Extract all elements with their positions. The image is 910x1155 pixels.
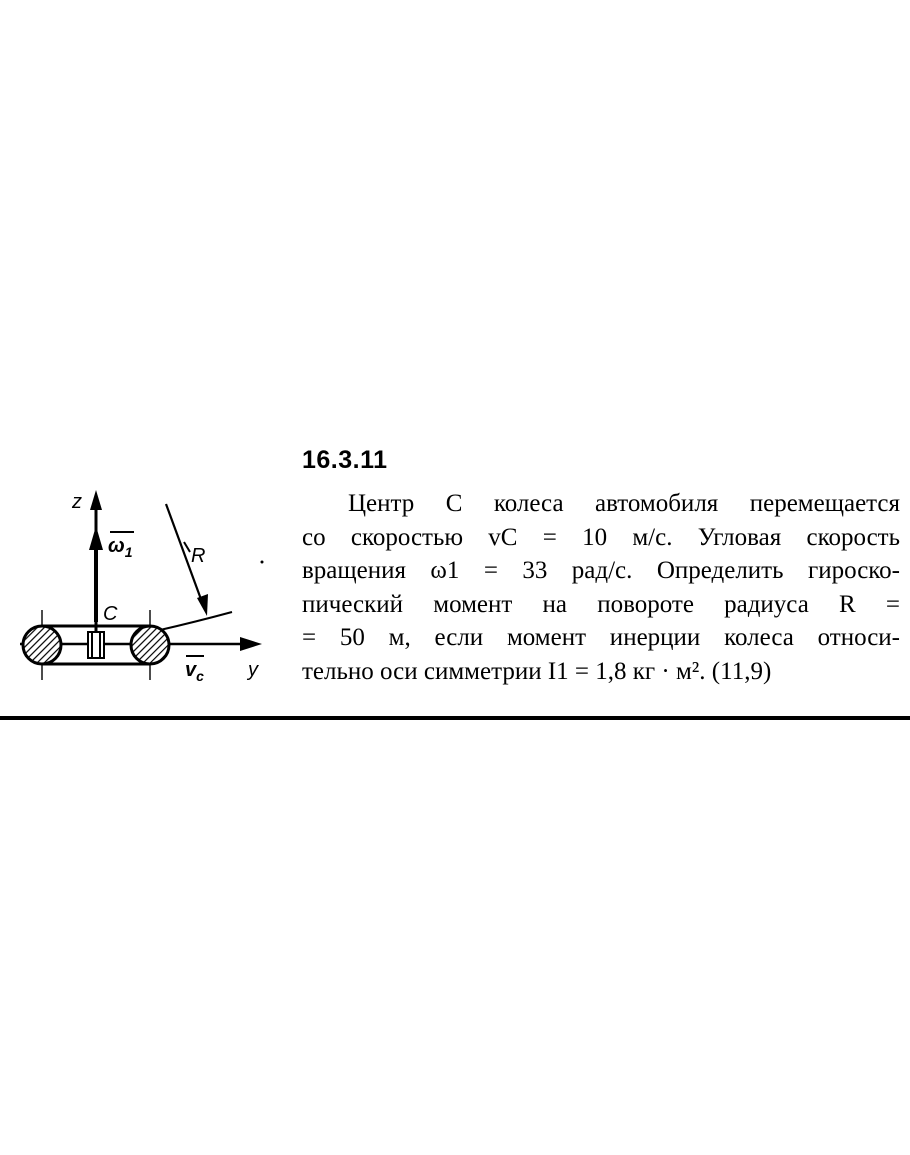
omega-arrowhead xyxy=(89,526,103,550)
z-axis-label: z xyxy=(72,491,82,513)
wheel-hub xyxy=(88,632,104,658)
radius-arrowhead xyxy=(197,594,208,616)
problem-line: вращения ω1 = 33 рад/с. Определить гироско- xyxy=(302,557,900,584)
problem-line: тельно оси симметрии I1 = 1,8 кг · м². (11,9) xyxy=(302,657,772,685)
z-axis-arrowhead xyxy=(90,490,102,510)
omega-symbol: ω xyxy=(108,535,125,557)
right-tire xyxy=(131,626,169,664)
radius-label: R xyxy=(191,545,206,567)
y-axis-arrowhead xyxy=(240,637,262,651)
problem-line: = 50 м, если момент инерции колеса относи- xyxy=(302,624,900,651)
omega-label xyxy=(108,535,133,560)
problem-text xyxy=(302,487,900,688)
y-axis-label: y xyxy=(248,659,258,681)
stray-dot xyxy=(261,561,264,564)
radius-label-tick xyxy=(184,542,190,552)
omega-subscript: 1 xyxy=(124,544,133,560)
problem-figure xyxy=(0,480,300,695)
problem-line: Центр C колеса автомобиля перемещается xyxy=(348,490,900,517)
center-label: C xyxy=(103,603,118,625)
problem-number: 16.3.11 xyxy=(302,446,388,474)
section-divider xyxy=(0,716,910,720)
left-tire xyxy=(23,626,61,664)
problem-line: пический момент на повороте радиуса R = xyxy=(302,590,900,618)
velocity-subscript: c xyxy=(196,668,204,684)
velocity-label xyxy=(185,659,204,684)
turn-path xyxy=(160,612,232,630)
velocity-symbol: v xyxy=(185,659,197,681)
problem-line: со скоростью vC = 10 м/с. Угловая скорость xyxy=(302,523,900,551)
